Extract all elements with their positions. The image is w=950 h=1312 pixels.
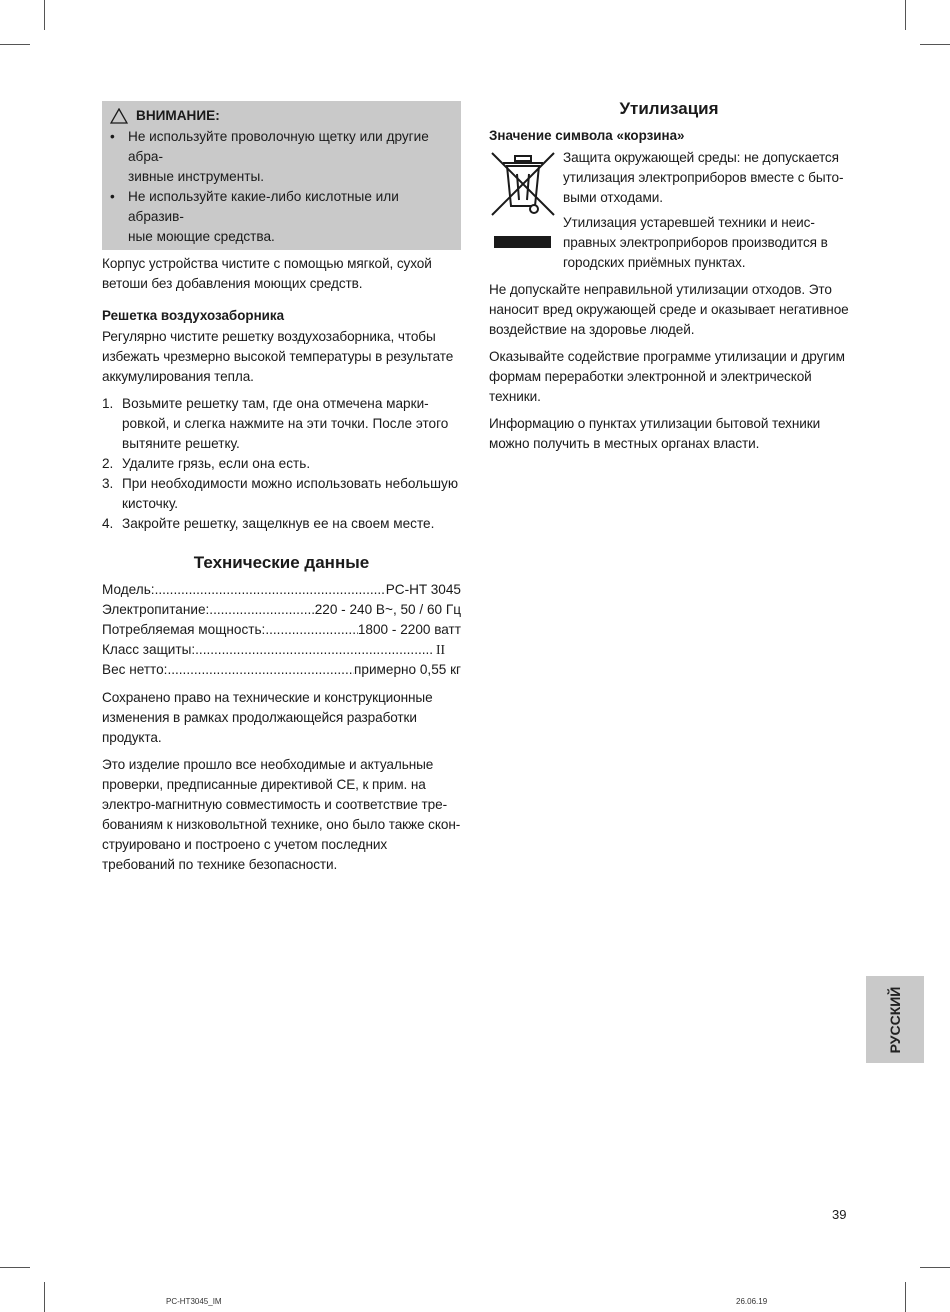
- spec-row: Класс защиты: ..... II: [102, 640, 461, 660]
- bin-text: [563, 148, 849, 280]
- list-item: 1. Возьмите решетку там, где она отмечена марки- ровкой, и слегка нажмите на эти точки. После этого вытяните решетку.: [102, 396, 449, 451]
- warning-title: ВНИМАНИЕ:: [136, 108, 220, 123]
- ce-paragraph: Это изделие прошло все необходимые и актуальные проверки, предписанные директивой CE, к прим. на электро-магнитную совместимость и соответствие тре- бованиям к низковольтной технике, оно было также скон- струировано и построено с учетом последних требований по технике безопасности.: [102, 757, 461, 872]
- disposal-paragraph: Оказывайте содействие программе утилизации и другим формам переработки электронной и электрической техники.: [489, 349, 845, 404]
- warning-list: [108, 127, 457, 247]
- crop-mark: [44, 0, 45, 30]
- warning-header: [108, 105, 457, 127]
- bin-symbol-heading: Значение символа «корзина»: [489, 128, 685, 143]
- warning-item: • Не используйте какие-либо кислотные или абразив- ные моющие средства.: [110, 189, 399, 244]
- footer-date: 26.06.19: [736, 1297, 768, 1306]
- bin-paragraph: Утилизация устаревшей техники и неис- правных электроприборов производится в городских приёмных пунктах.: [563, 215, 828, 270]
- disposal-heading: Утилизация: [619, 99, 719, 118]
- bin-graphic: [489, 148, 555, 280]
- rights-paragraph: Сохранено право на технические и конструкционные изменения в рамках продолжающейся разработки продукта.: [102, 690, 433, 745]
- language-tab: [866, 976, 924, 1063]
- spec-list: [102, 580, 461, 680]
- left-column: [102, 101, 461, 882]
- spec-row: Потребляемая мощность: ..... 1800 - 2200 ватт: [102, 620, 461, 640]
- warning-item: • Не используйте проволочную щетку или другие абра- зивные инструменты.: [110, 129, 429, 184]
- list-item: 2. Удалите грязь, если она есть.: [102, 456, 311, 471]
- bin-symbol-section: [489, 148, 849, 280]
- page-number: 39: [832, 1207, 847, 1222]
- right-column: [489, 98, 849, 461]
- tech-data-heading: Технические данные: [193, 553, 370, 572]
- grille-heading: Решетка воздухозаборника: [102, 308, 285, 323]
- warning-triangle-icon: [110, 108, 128, 124]
- disposal-paragraph: Не допускайте неправильной утилизации отходов. Это наносит вред окружающей среде и оказывает негативное воздействие на здоровье людей.: [489, 282, 849, 337]
- crop-mark: [905, 1282, 906, 1312]
- crop-mark: [0, 1267, 30, 1268]
- grille-steps: [102, 394, 461, 534]
- list-item: 4. Закройте решетку, защелкнув ее на своем месте.: [102, 516, 435, 531]
- bin-underline-bar: [494, 236, 551, 248]
- language-tab-label: РУССКИЙ: [887, 986, 903, 1053]
- crop-mark: [0, 44, 30, 45]
- spec-row: Электропитание: ..... 220 - 240 В~, 50 / 60 Гц: [102, 600, 461, 620]
- grille-intro: Регулярно чистите решетку воздухозаборника, чтобы избежать чрезмерно высокой температуры в результате аккумулирования тепла.: [102, 329, 454, 384]
- crop-mark: [44, 1282, 45, 1312]
- crop-mark: [905, 0, 906, 30]
- crossed-out-wheelie-bin-icon: [489, 150, 557, 223]
- warning-box: [102, 101, 461, 250]
- crop-mark: [920, 1267, 950, 1268]
- list-item: 3. При необходимости можно использовать небольшую кисточку.: [102, 476, 459, 511]
- crop-mark: [920, 44, 950, 45]
- disposal-paragraph: Информацию о пунктах утилизации бытовой техники можно получить в местных органах власти.: [489, 416, 821, 451]
- spec-row: Модель: ..... PC-HT 3045: [102, 580, 461, 600]
- footer-doc-id: PC-HT3045_IM: [166, 1297, 222, 1306]
- spec-row: Вес нетто: ..... примерно 0,55 кг: [102, 660, 461, 680]
- bin-paragraph: Защита окружающей среды: не допускается утилизация электроприборов вместе с быто- выми отходами.: [563, 150, 844, 205]
- cleaning-paragraph: Корпус устройства чистите с помощью мягкой, сухой ветоши без добавления моющих средств.: [102, 256, 432, 291]
